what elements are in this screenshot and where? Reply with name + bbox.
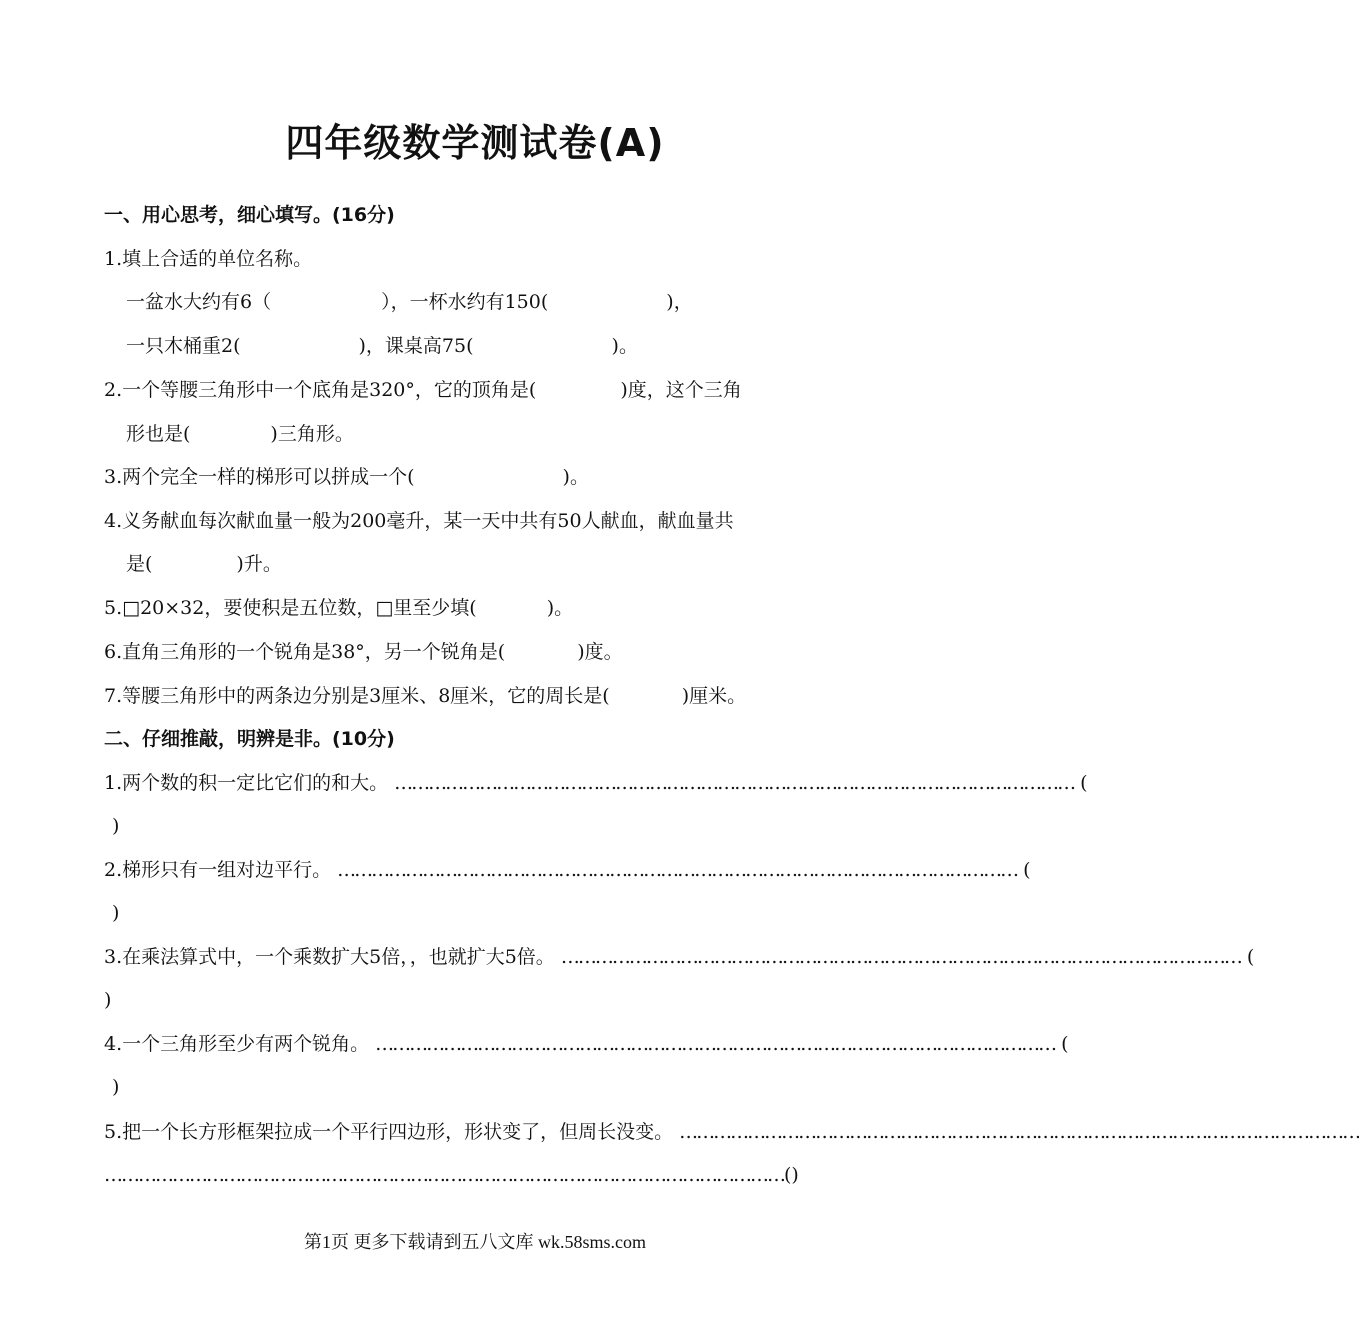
q1-stem: 1.填上合适的单位名称。	[104, 248, 313, 270]
tf-item-4: 4.一个三角形至少有两个锐角。 ………………………………………………………………………………………………………… (	[104, 1033, 1069, 1055]
q1-line1: 一盆水大约有6（ ），一杯水约有150( )，	[126, 291, 693, 313]
tf-item-4-close[interactable]: )	[112, 1076, 120, 1098]
tf-item-2-close[interactable]: )	[112, 902, 120, 924]
q2-line1: 2.一个等腰三角形中一个底角是320°，它的顶角是( )度，这个三角	[104, 379, 742, 401]
page-footer: 第1页 更多下载请到五八文库 wk.58sms.com	[304, 1232, 646, 1252]
page-title: 四年级数学测试卷(A)	[285, 121, 665, 165]
q1-line2: 一只木桶重2( )，课桌高75( )。	[126, 335, 638, 357]
q3: 3.两个完全一样的梯形可以拼成一个( )。	[104, 466, 589, 488]
q4-line2: 是( )升。	[126, 553, 282, 575]
tf-item-2: 2.梯形只有一组对边平行。 ………………………………………………………………………………………………………… (	[104, 859, 1031, 881]
tf-item-3: 3.在乘法算式中，一个乘数扩大5倍，，也就扩大5倍。 ………………………………………………………………………………………………………… (	[104, 946, 1255, 968]
q6: 6.直角三角形的一个锐角是38°，另一个锐角是( )度。	[104, 641, 623, 663]
tf-item-5-cont: ………………………………………………………………………………………………………… ( )	[104, 1164, 799, 1186]
q2-line2: 形也是( )三角形。	[126, 423, 354, 445]
q4-line1: 4.义务献血每次献血量一般为200毫升，某一天中共有50人献血，献血量共	[104, 510, 734, 532]
section2-heading: 二、仔细推敲，明辨是非。(10分)	[104, 728, 395, 750]
section1-heading: 一、用心思考，细心填写。(16分)	[104, 204, 395, 226]
tf-item-1-close[interactable]: )	[112, 815, 120, 837]
tf-item-1: 1.两个数的积一定比它们的和大。 ………………………………………………………………………………………………………… (	[104, 772, 1088, 794]
tf-item-3-close[interactable]: )	[104, 989, 112, 1011]
q7: 7.等腰三角形中的两条边分别是3厘米、8厘米，它的周长是( )厘米。	[104, 685, 747, 707]
q5: 5.□20×32，要使积是五位数，□里至少填( )。	[104, 597, 574, 619]
tf-item-5: 5.把一个长方形框架拉成一个平行四边形，形状变了，但周长没变。 …………………………………………………………………………………………………………	[104, 1121, 1359, 1143]
